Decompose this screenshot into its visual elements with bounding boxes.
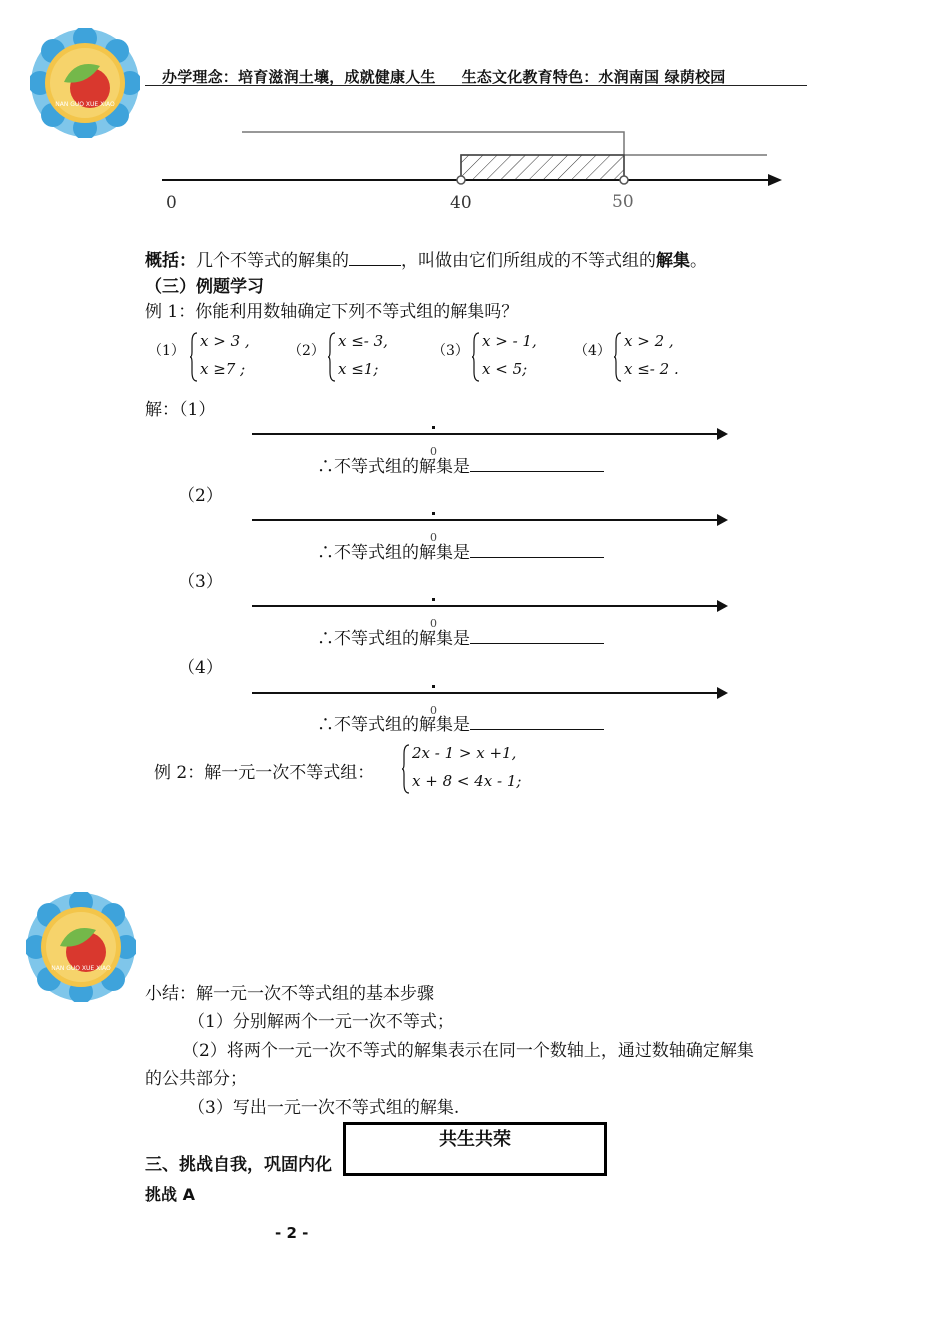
part-4-label: （4） bbox=[178, 658, 223, 678]
school-logo-2 bbox=[26, 892, 136, 1002]
answer-blank-4[interactable] bbox=[470, 729, 604, 730]
zero-mark-1 bbox=[432, 426, 435, 429]
part-3-label: （3） bbox=[178, 572, 223, 592]
answer-blank-1[interactable] bbox=[470, 471, 604, 472]
conclusion-4 bbox=[317, 710, 604, 735]
example1-prompt: 例 1：你能利用数轴确定下列不等式组的解集吗？ bbox=[145, 302, 519, 322]
summary-title: 小结：解一元一次不等式组的基本步骤 bbox=[145, 984, 434, 1004]
header-motto bbox=[162, 66, 725, 87]
system-3-line-1: x > - 1, bbox=[482, 332, 537, 350]
tick-label-0: 0 bbox=[166, 193, 177, 213]
summary-blank[interactable] bbox=[349, 265, 401, 266]
summary-step-3: （3）写出一元一次不等式组的解集. bbox=[188, 1098, 460, 1118]
solve-prefix: 解： bbox=[145, 400, 179, 420]
zero-label-4: 0 bbox=[430, 704, 437, 717]
page-number: - 2 - bbox=[275, 1224, 309, 1242]
summary-text-d: 。 bbox=[690, 251, 707, 271]
system-3-line-2: x < 5; bbox=[482, 360, 528, 378]
solve-label bbox=[145, 395, 215, 420]
tick-label-50: 50 bbox=[612, 192, 634, 212]
conclusion-2-text: ∴不等式组的解集是 bbox=[317, 543, 470, 563]
summary-sentence bbox=[145, 246, 707, 271]
example2-prompt: 例 2：解一元一次不等式组： bbox=[154, 763, 375, 783]
system-4-line-1: x > 2 , bbox=[624, 332, 674, 350]
system-3-label: （3） bbox=[432, 343, 469, 359]
summary-text-c: 解集 bbox=[656, 251, 690, 271]
conclusion-3 bbox=[317, 624, 604, 649]
conclusion-1-text: ∴不等式组的解集是 bbox=[317, 457, 470, 477]
number-line-figure bbox=[150, 120, 800, 220]
conclusion-4-text: ∴不等式组的解集是 bbox=[317, 715, 470, 735]
header-rule bbox=[145, 85, 807, 86]
summary-text-a: 几个不等式的解集的 bbox=[196, 251, 349, 271]
part-2-label: （2） bbox=[178, 486, 223, 506]
system-1-line-2: x ≥7 ; bbox=[200, 360, 246, 378]
number-line-4[interactable] bbox=[252, 692, 726, 694]
title-box bbox=[343, 1122, 607, 1176]
example2-line-1: 2x - 1 > x +1, bbox=[412, 744, 517, 762]
system-1-line-1: x > 3 , bbox=[200, 332, 250, 350]
summary-step-1: （1）分别解两个一元一次不等式； bbox=[188, 1012, 454, 1032]
number-line-2[interactable] bbox=[252, 519, 726, 521]
conclusion-2 bbox=[317, 538, 604, 563]
conclusion-1 bbox=[317, 452, 604, 477]
zero-label-3: 0 bbox=[430, 617, 437, 630]
answer-blank-2[interactable] bbox=[470, 557, 604, 558]
svg-text:NAN GUO XUE XIAO: NAN GUO XUE XIAO bbox=[55, 101, 115, 108]
answer-blank-3[interactable] bbox=[470, 643, 604, 644]
school-logo bbox=[30, 28, 140, 138]
system-1-label: （1） bbox=[148, 343, 185, 359]
system-2-label: （2） bbox=[288, 343, 325, 359]
zero-mark-3 bbox=[432, 598, 435, 601]
title-box-text: 共生共荣 bbox=[439, 1129, 511, 1150]
system-4-label: （4） bbox=[574, 343, 611, 359]
header-feature: 生态文化教育特色：水润南国 绿荫校园 bbox=[461, 68, 726, 86]
system-4-line-2: x ≤- 2 . bbox=[624, 360, 679, 378]
zero-label-1: 0 bbox=[430, 445, 437, 458]
summary-step-2b: 的公共部分； bbox=[145, 1069, 247, 1089]
system-2-line-2: x ≤1; bbox=[338, 360, 379, 378]
summary-text-b: ，叫做由它们所组成的不等式组的 bbox=[401, 251, 656, 271]
conclusion-3-text: ∴不等式组的解集是 bbox=[317, 629, 470, 649]
challenge-a: 挑战 A bbox=[145, 1185, 195, 1204]
svg-text:NAN GUO XUE XIAO: NAN GUO XUE XIAO bbox=[51, 965, 111, 972]
summary-prefix: 概括： bbox=[145, 251, 196, 271]
zero-mark-2 bbox=[432, 512, 435, 515]
section-title: （三）例题学习 bbox=[145, 277, 264, 297]
part-1-label: （1） bbox=[179, 400, 216, 420]
number-line-3[interactable] bbox=[252, 605, 726, 607]
system-2-line-1: x ≤- 3, bbox=[338, 332, 388, 350]
zero-mark-4 bbox=[432, 685, 435, 688]
section-3-title: 三、挑战自我，巩固内化 bbox=[145, 1155, 332, 1175]
number-line-1[interactable] bbox=[252, 433, 726, 435]
tick-label-40: 40 bbox=[450, 193, 472, 213]
example2-line-2: x + 8 < 4x - 1; bbox=[412, 772, 522, 790]
summary-step-2a: （2）将两个一元一次不等式的解集表示在同一个数轴上，通过数轴确定解集 bbox=[182, 1041, 754, 1061]
zero-label-2: 0 bbox=[430, 531, 437, 544]
header-philosophy: 办学理念：培育滋润土壤，成就健康人生 bbox=[162, 68, 436, 86]
